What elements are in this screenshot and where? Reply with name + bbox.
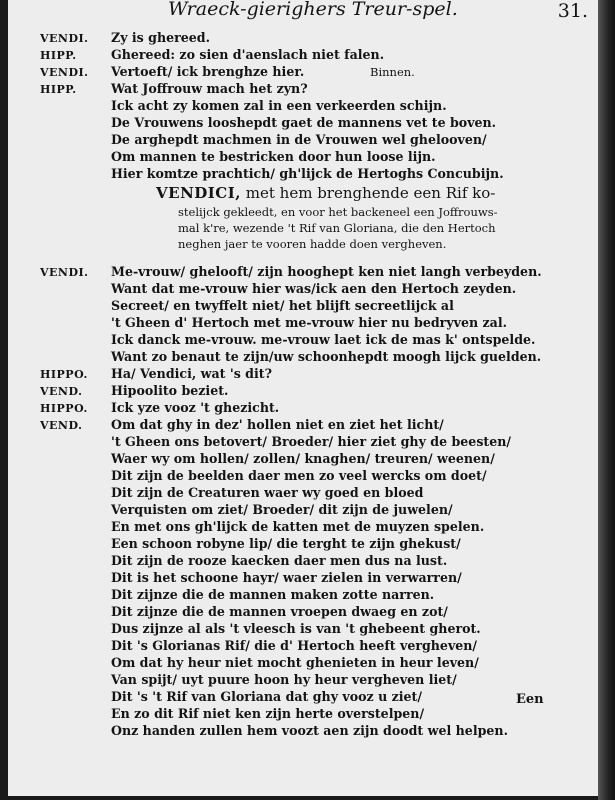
- verse-line: 't Gheen d' Hertoch met me-vrouw hier nu bedryven zal.: [111, 315, 507, 330]
- verse-line: Zy is ghereed.: [111, 30, 210, 45]
- verse-line: Ghereed: zo sien d'aenslach niet falen.: [111, 47, 385, 62]
- verse-line: Me-vrouw/ ghelooft/ zijn hooghept ken niet langh verbeyden.: [111, 264, 542, 279]
- speaker-label: HIPP.: [40, 49, 77, 62]
- verse-line: Dit zijn de beelden daer men zo veel wercks om doet/: [111, 468, 487, 483]
- verse-line: Om mannen te bestricken door hun loose lijn.: [111, 149, 436, 164]
- verse-line: 't Gheen ons betovert/ Broeder/ hier ziet ghy de beesten/: [111, 434, 511, 449]
- verse-line: Secreet/ en twyffelt niet/ het blijft secreetlijck al: [111, 298, 454, 313]
- verse-line: Een schoon robyne lip/ die terght te zijn ghekust/: [111, 536, 461, 551]
- speaker-label: HIPP.: [40, 83, 77, 96]
- direction-speaker: VENDICI,: [156, 184, 241, 202]
- verse-line: Ick acht zy komen zal in een verkeerden schijn.: [111, 98, 447, 113]
- verse-line: Dit is het schoone hayr/ waer zielen in verwarren/: [111, 570, 462, 585]
- verse-line: Om dat hy heur niet mocht ghenieten in heur leven/: [111, 655, 479, 670]
- verse-line: Ick danck me-vrouw. me-vrouw laet ick de mas k' ontspelde.: [111, 332, 536, 347]
- speaker-label: VEND.: [40, 385, 83, 398]
- book-page: [8, 0, 598, 796]
- verse-line: Waer wy om hollen/ zollen/ knaghen/ treuren/ weenen/: [111, 451, 495, 466]
- verse-line: Dit zijnze die de mannen vroepen dwaeg en zot/: [111, 604, 448, 619]
- verse-line: Om dat ghy in dez' hollen niet en ziet het licht/: [111, 417, 444, 432]
- direction-text: met hem brenghende een Rif ko-: [245, 184, 496, 202]
- verse-line: Dit zijn de rooze kaecken daer men dus na lust.: [111, 553, 448, 568]
- stage-direction-line: mal k're, wezende 't Rif van Gloriana, die den Hertoch: [178, 221, 496, 235]
- verse-line: Hier komtze prachtich/ gh'lijck de Hertoghs Concubijn.: [111, 166, 504, 181]
- running-header: [168, 0, 588, 22]
- verse-line: Dit zijn de Creaturen waer wy goed en bloed: [111, 485, 424, 500]
- verse-line: Van spijt/ uyt puure hoon hy heur vergheven liet/: [111, 672, 457, 687]
- verse-line: De arghepdt machmen in de Vrouwen wel ghelooven/: [111, 132, 487, 147]
- verse-line: En zo dit Rif niet ken zijn herte overstelpen/: [111, 706, 425, 721]
- verse-line: Hipoolito beziet.: [111, 383, 229, 398]
- verse-line: Verquisten om ziet/ Broeder/ dit zijn de juwelen/: [111, 502, 453, 517]
- page-number: 31.: [557, 0, 588, 22]
- stage-direction: Binnen.: [370, 65, 415, 79]
- verse-line: En met ons gh'lijck de katten met de muyzen spelen.: [111, 519, 485, 534]
- verse-line: Dus zijnze al als 't vleesch is van 't ghebeent gherot.: [111, 621, 481, 636]
- verse-line: Want dat me-vrouw hier was/ick aen den Hertoch zeyden.: [111, 281, 517, 296]
- verse-line: Ha/ Vendici, wat 's dit?: [111, 366, 272, 381]
- verse-line: Dit 's 't Rif van Gloriana dat ghy vooz u ziet/: [111, 689, 422, 704]
- verse-line: De Vrouwens looshepdt gaet de mannens vet te boven.: [111, 115, 497, 130]
- speaker-label: HIPPO.: [40, 368, 88, 381]
- verse-line: Dit 's Glorianas Rif/ die d' Hertoch heeft vergheven/: [111, 638, 478, 653]
- verse-line: Vertoeft/ ick brenghze hier.: [111, 64, 305, 79]
- speaker-label: VENDI.: [40, 32, 89, 45]
- speaker-label: VENDI.: [40, 66, 89, 79]
- book-gutter: [598, 0, 615, 800]
- verse-line: Dit zijnze die de mannen maken zotte narren.: [111, 587, 435, 602]
- speaker-label: VEND.: [40, 419, 83, 432]
- catchword: Een: [516, 692, 544, 707]
- speaker-label: HIPPO.: [40, 402, 88, 415]
- verse-line: Wat Joffrouw mach het zyn?: [111, 81, 308, 96]
- verse-line: Ick yze vooz 't ghezicht.: [111, 400, 280, 415]
- speaker-label: VENDI.: [40, 266, 89, 279]
- stage-direction-line: stelijck gekleedt, en voor het backeneel een Joffrouws-: [178, 205, 498, 219]
- running-title: Wraeck-gierighers Treur-spel.: [168, 0, 458, 20]
- stage-direction-head: [156, 184, 495, 202]
- stage-direction-line: neghen jaer te vooren hadde doen vergheven.: [178, 237, 447, 251]
- verse-line: Want zo benaut te zijn/uw schoonhepdt moogh lijck guelden.: [111, 349, 542, 364]
- verse-line: Onz handen zullen hem voozt aen zijn doodt wel helpen.: [111, 723, 508, 738]
